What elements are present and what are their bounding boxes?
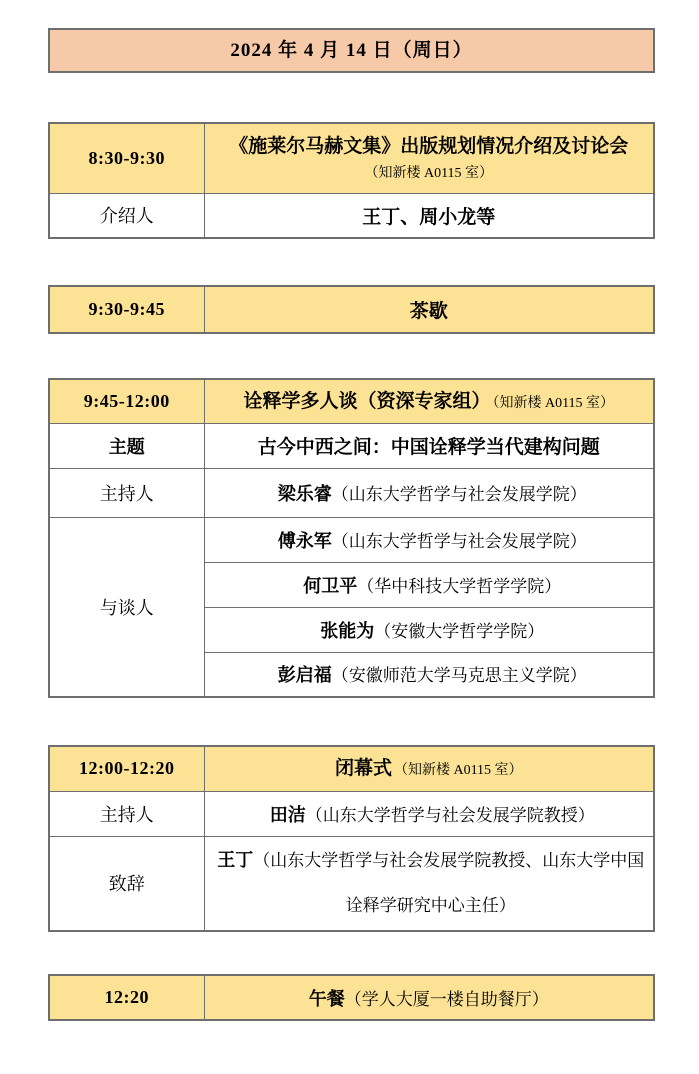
session-title: 午餐	[308, 988, 345, 1009]
panelist-name: 何卫平	[303, 575, 358, 596]
session-title-cell	[204, 123, 654, 193]
panelist-affiliation: （安徽大学哲学学院）	[374, 621, 545, 641]
panelist-person	[204, 517, 654, 562]
presenter-row-label: 介绍人	[49, 193, 204, 238]
host-affiliation: （山东大学哲学与社会发展学院）	[331, 484, 587, 504]
host-row	[49, 468, 654, 517]
panelist-name: 彭启福	[277, 665, 332, 686]
session-table-lunch	[48, 974, 655, 1021]
panelist-affiliation: （安徽师范大学马克思主义学院）	[331, 666, 587, 686]
session-title: 闭幕式	[334, 758, 392, 780]
speech-row	[49, 836, 654, 931]
panelist-affiliation: （华中科技大学哲学学院）	[357, 576, 562, 596]
session-table-tea-break	[48, 285, 655, 334]
speech-name: 王丁	[217, 850, 254, 871]
presenter-names: 王丁、周小龙等	[204, 193, 654, 238]
session-time: 9:45-12:00	[49, 379, 204, 423]
speech-affiliation: （山东大学哲学与社会发展学院教授、山东大学中国诠释学研究中心主任）	[253, 851, 645, 916]
schedule-document	[48, 28, 655, 1021]
theme-row	[49, 423, 654, 468]
session-table-closing-ceremony	[48, 745, 655, 932]
session-title-cell	[204, 746, 654, 791]
theme-text: 古今中西之间：中国诠释学当代建构问题	[204, 423, 654, 468]
session-time: 12:20	[49, 975, 204, 1020]
session-header-row	[49, 975, 654, 1020]
panelist-affiliation: （山东大学哲学与社会发展学院）	[331, 531, 587, 551]
session-table-opening-discussion	[48, 122, 655, 239]
panelist-name: 傅永军	[277, 530, 332, 551]
host-name: 田洁	[269, 804, 306, 825]
host-affiliation: （山东大学哲学与社会发展学院教授）	[305, 805, 595, 825]
host-row-label: 主持人	[49, 468, 204, 517]
session-title: 茶歇	[204, 286, 654, 333]
lunch-cell	[204, 975, 654, 1020]
session-title: 诠释学多人谈（资深专家组）	[243, 390, 491, 412]
speech-row-label: 致辞	[49, 836, 204, 931]
session-table-panel-discussion	[48, 378, 655, 698]
presenter-row	[49, 193, 654, 238]
session-time: 9:30-9:45	[49, 286, 204, 333]
session-header-row	[49, 286, 654, 333]
session-venue: （知新楼 A0115 室）	[492, 395, 615, 411]
session-title-cell	[204, 379, 654, 423]
session-venue: （知新楼 A0115 室）	[393, 763, 523, 779]
session-time: 12:00-12:20	[49, 746, 204, 791]
session-header-row	[49, 379, 654, 423]
panelist-row	[49, 517, 654, 562]
host-row-label: 主持人	[49, 791, 204, 836]
theme-row-label: 主题	[49, 423, 204, 468]
panelist-person	[204, 562, 654, 607]
session-header-row	[49, 123, 654, 193]
panel-row-label: 与谈人	[49, 517, 204, 697]
session-title: 《施莱尔马赫文集》出版规划情况介绍及讨论会	[229, 135, 629, 157]
panelist-person	[204, 607, 654, 652]
date-banner: 2024 年 4 月 14 日（周日）	[48, 28, 655, 73]
session-venue: （学人大厦一楼自助餐厅）	[344, 989, 549, 1009]
panelist-name: 张能为	[320, 620, 375, 641]
host-person	[204, 791, 654, 836]
host-row	[49, 791, 654, 836]
session-header-row	[49, 746, 654, 791]
panelist-person	[204, 652, 654, 697]
session-venue: （知新楼 A0115 室）	[364, 165, 494, 181]
host-name: 梁乐睿	[277, 483, 332, 504]
host-person	[204, 468, 654, 517]
speech-person	[204, 836, 654, 931]
session-time: 8:30-9:30	[49, 123, 204, 193]
